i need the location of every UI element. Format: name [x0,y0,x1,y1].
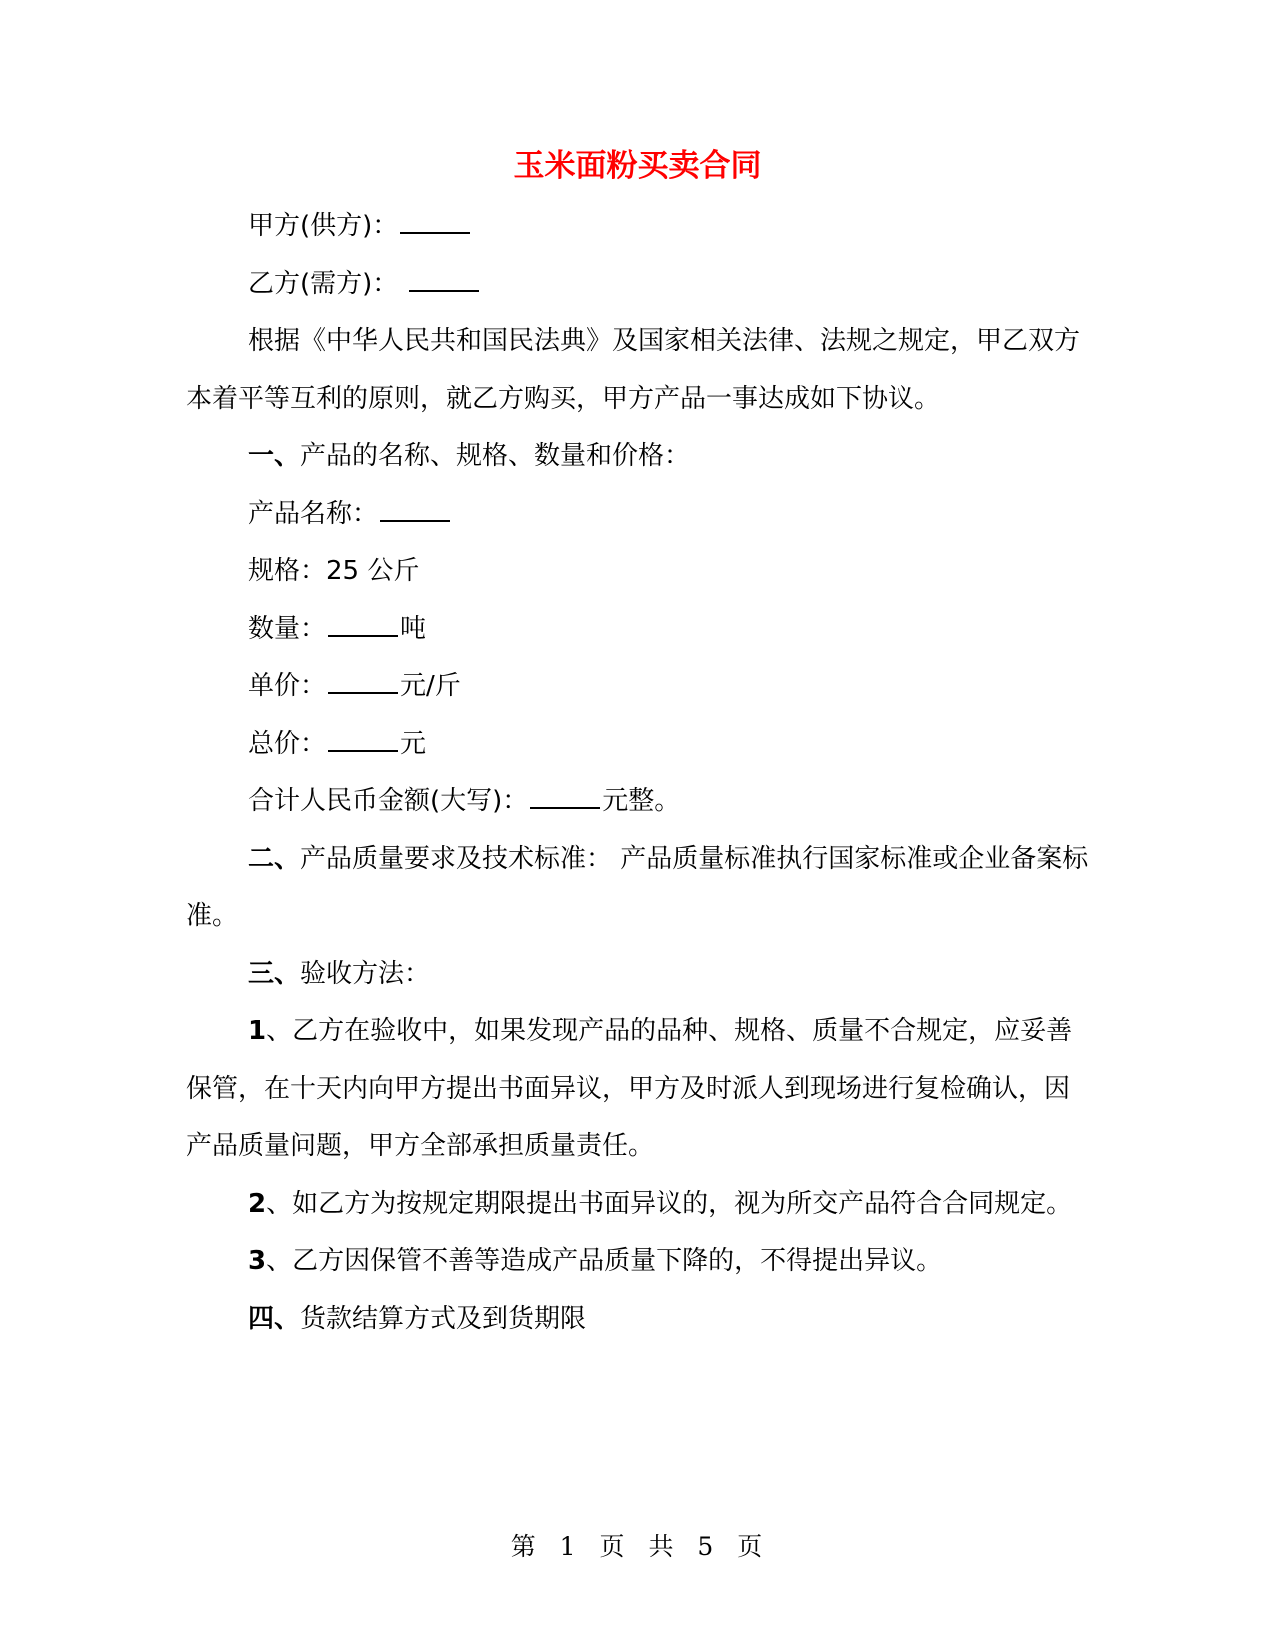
party-b-blank [409,262,479,291]
sum-amount-blank [530,780,600,809]
document-body [186,198,1091,1348]
item-3-text: 、乙方因保管不善等造成产品质量下降的，不得提出异议。 [266,1246,943,1276]
spec-line: 规格：25 公斤 [248,556,420,586]
quantity-label: 数量： [248,613,327,644]
product-name-label: 产品名称： [248,498,379,529]
unit-price-label: 单价： [248,671,327,701]
sum-amount-label: 合计人民币金额(大写)： [248,786,529,816]
unit-price-blank [328,665,398,694]
section-1-number: 一、 [248,441,301,471]
item-3-number: 3 [248,1246,267,1276]
item-1-text: 、乙方在验收中，如果发现产品的品种、规格、质量不合规定，应妥善保管，在十天内向甲方提出书面异议，甲方及时派人到现场进行复检确认，因产品质量问题，甲方全部承担质量责任。 [186,1016,1073,1161]
unit-price-line [186,658,1091,716]
item-2-paragraph [186,1176,1091,1234]
item-1-paragraph [186,1003,1091,1176]
document-title: 玉米面粉买卖合同 [513,148,762,184]
section-4-heading [186,1291,1091,1349]
section-3-title: 验收方法： [300,958,431,989]
total-price-label: 总价： [248,728,327,759]
section-2-paragraph [186,831,1091,946]
item-1-number: 1 [248,1016,267,1046]
item-2-number: 2 [248,1188,267,1219]
page-footer: 第 1 页 共 5 页 [510,1532,765,1561]
product-name-line [186,486,1091,544]
party-a-label: 甲方(供方)： [248,211,399,241]
unit-price-unit: 元/斤 [400,671,461,701]
item-3-paragraph [186,1233,1091,1291]
party-a-line [186,198,1091,256]
total-price-blank [328,722,398,751]
intro-paragraph: 根据《中华人民共和国民法典》及国家相关法律、法规之规定，甲乙双方本着平等互利的原则，就乙方购买，甲方产品一事达成如下协议。 [186,326,1081,414]
party-a-blank [400,205,470,234]
total-price-unit: 元 [400,728,427,759]
section-1-heading [186,428,1091,486]
item-2-text: 、如乙方为按规定期限提出书面异议的，视为所交产品符合合同规定。 [266,1188,1073,1219]
sum-amount-line [186,773,1091,831]
section-4-title: 货款结算方式及到货期限 [300,1303,587,1334]
quantity-unit: 吨 [400,613,427,644]
sum-amount-unit: 元整。 [602,786,681,816]
party-b-label: 乙方(需方)： [248,268,399,299]
section-2-number: 二、 [248,843,301,874]
section-2-text: 产品质量要求及技术标准： 产品质量标准执行国家标准或企业备案标准。 [186,843,1089,931]
section-1-title: 产品的名称、规格、数量和价格： [300,441,691,471]
total-price-line [186,716,1091,774]
section-3-heading [186,946,1091,1004]
party-b-line [186,256,1091,314]
quantity-line [186,601,1091,659]
section-4-number: 四、 [248,1303,301,1334]
section-3-number: 三、 [248,958,301,989]
product-name-blank [380,492,450,521]
quantity-blank [328,607,398,636]
